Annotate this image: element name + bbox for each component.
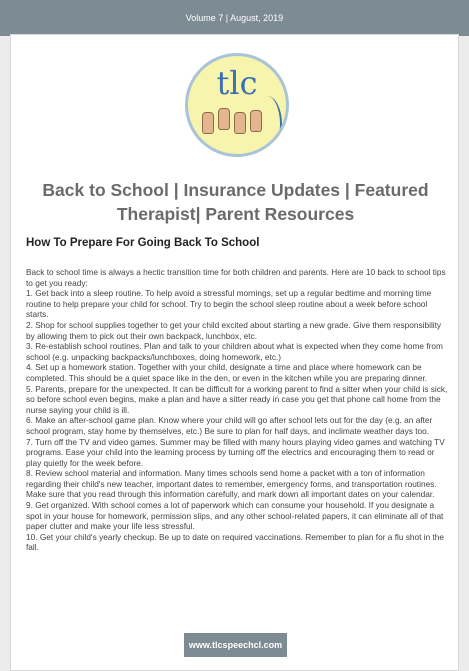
issue-banner bbox=[0, 0, 469, 36]
tip-item: 3. Re-establish school routines. Plan and talk to your children about what is expected when they come home from school (e.g. unpacking backpacks/lunchboxes, doing homework, etc.) bbox=[26, 341, 443, 362]
issue-label: Volume 7 | August, 2019 bbox=[185, 13, 284, 23]
newsletter-headline: Back to School | Insurance Updates | Featured Therapist| Parent Resources bbox=[42, 180, 429, 224]
logo-arc-decoration bbox=[252, 96, 282, 152]
logo-text: tlc bbox=[216, 64, 258, 102]
tip-item: 10. Get your child's yearly checkup. Be up to date on required vaccinations. Remember to plan for a flu shot in the fall. bbox=[26, 531, 445, 553]
tip-item: 4. Set up a homework station. Together with your child, designate a time and place where homework can be completed. This should be a quiet space like in the den, or even in the kitchen while you are preparing dinner. bbox=[26, 362, 428, 383]
tip-item: 9. Get organized. With school comes a lot of paperwork which can consume your household. If you designate a spot in your house for homework, permission slips, and any other school-related papers, it can eliminate all of that paper clutter and make your life less stressful. bbox=[26, 500, 444, 532]
article-intro: Back to school time is always a hectic transition time for both children and parents. Here are 10 back to school tips to get you ready: bbox=[26, 267, 446, 288]
tlc-logo bbox=[185, 53, 289, 157]
tip-item: 1. Get back into a sleep routine. To help avoid a stressful mornings, set up a regular bedtime and morning time routine to help prepare your child for school. Try to begin the school sleep routine about a week before school starts. bbox=[26, 288, 432, 320]
tip-item: 6. Make an after-school game plan. Know where your child will go after school lets out for the day (e.g. an after school program, stay home by themselves, etc.) Be sure to plan for half days, and inclimate weather days too. bbox=[26, 415, 433, 436]
website-link-button[interactable]: www.tlcspeechcl.com bbox=[184, 633, 287, 657]
tip-item: 2. Shop for school supplies together to get your child excited about starting a new grade. Give them responsibility by allowing them to pick out their own backpack, lunchbox, etc. bbox=[26, 319, 442, 341]
tip-item: 7. Turn off the TV and video games. Summer may be filled with many hours playing video games and watching TV programs. Ease your child into the learning process by turning off the electrics and encouraging them to read or play quietly for the week before. bbox=[26, 436, 445, 468]
article-title: How To Prepare For Going Back To School bbox=[26, 237, 260, 249]
tip-item: 5. Parents, prepare for the unexpected. It can be difficult for a working parent to find a sitter when your child is sick, so before school even begins, make a plan and have a sitter ready in case you get that phone call home from the nurse saying your child is ill. bbox=[26, 383, 448, 415]
tip-item: 8. Review school material and information. Many times schools send home a packet with a ton of information regarding their child's new teacher, important dates to remember, emergency forms, and transportation routines. Make sure that you read through this information carefully, and mark down all important dates on your calendar. bbox=[26, 468, 437, 500]
newsletter-body bbox=[10, 34, 459, 671]
article-body bbox=[26, 267, 448, 553]
